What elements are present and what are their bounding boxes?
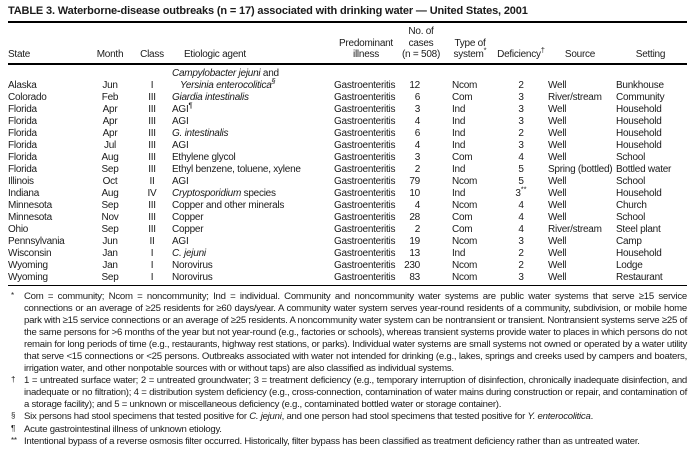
cell-setting: Bottled water: [616, 163, 672, 175]
cell-month: Sep: [101, 199, 119, 211]
cell-month: Jun: [102, 235, 118, 247]
cell-agent: AGI: [172, 175, 189, 187]
footnote-marker: †: [11, 375, 16, 385]
cell-source: Well: [548, 247, 567, 259]
header-cell-source: Source: [546, 23, 614, 64]
cell-state: Indiana: [8, 187, 40, 199]
cell-cases: 79: [409, 175, 420, 187]
cell-source: River/stream: [548, 91, 602, 103]
cell-setting: Household: [616, 127, 662, 139]
footnote-marker: ¶: [11, 423, 16, 433]
cell-class: III: [148, 151, 156, 163]
cell-deficiency: 4: [518, 199, 524, 211]
cell-deficiency: 3: [518, 91, 524, 103]
cell-system: Ind: [452, 163, 466, 175]
table-body: [8, 64, 687, 286]
cell-class: III: [148, 103, 156, 115]
cell-state: Florida: [8, 115, 37, 127]
cell-state: Ohio: [8, 223, 29, 235]
cell-class: III: [148, 139, 156, 151]
cell-system: Ind: [452, 139, 466, 151]
cell-state: Florida: [8, 139, 37, 151]
table-header: [8, 23, 687, 64]
cell-cases: 12: [409, 79, 420, 91]
cell-agent: AGI: [172, 115, 189, 127]
header-cell-system: Type of system*: [444, 23, 496, 64]
footnote-marker: *: [11, 290, 14, 300]
table-row: [8, 104, 687, 116]
cell-agent: Cryptosporidium species: [172, 187, 276, 199]
cell-agent: Ethyl benzene, toluene, xylene: [172, 163, 301, 175]
cell-source: Well: [548, 211, 567, 223]
cell-system: Ncom: [452, 259, 478, 271]
table-row: [8, 272, 687, 286]
table-title: TABLE 3. Waterborne-disease outbreaks (n = 17) associated with drinking water — United States, 2001: [8, 4, 687, 23]
cell-cases: 3: [414, 103, 420, 115]
cell-deficiency: 3: [518, 115, 524, 127]
cell-setting: School: [616, 175, 646, 187]
cell-system: Ind: [452, 103, 466, 115]
cell-illness: Gastroenteritis: [334, 91, 396, 103]
cell-deficiency: 3: [518, 235, 524, 247]
cell-deficiency: 3: [518, 139, 524, 151]
cell-agent: AGI¶: [172, 100, 193, 115]
table-row: [8, 176, 687, 188]
cell-system: Ncom: [452, 235, 478, 247]
cell-source: Well: [548, 259, 567, 271]
table-row: [8, 188, 687, 200]
cell-illness: Gastroenteritis: [334, 272, 398, 286]
cell-state: Illinois: [8, 175, 34, 187]
cell-illness: Gastroenteritis: [334, 187, 396, 199]
cell-deficiency: 2: [518, 79, 524, 91]
cell-illness: Gastroenteritis: [334, 127, 396, 139]
cell-setting: Camp: [616, 235, 642, 247]
cell-source: Well: [548, 151, 567, 163]
cell-cases: 4: [414, 139, 420, 151]
cell-class: I: [132, 272, 172, 286]
cell-illness: Gastroenteritis: [334, 235, 396, 247]
cell-source: Well: [546, 272, 614, 286]
cell-illness: Gastroenteritis: [334, 199, 396, 211]
table-row: [8, 260, 687, 272]
cell-state: Wyoming: [8, 259, 48, 271]
cell-agent: Copper: [172, 211, 204, 223]
cell-agent: Ethylene glycol: [172, 151, 236, 163]
cell-month: Jan: [102, 259, 118, 271]
cell-state: Minnesota: [8, 199, 52, 211]
cell-illness: Gastroenteritis: [334, 163, 396, 175]
cell-setting: Church: [616, 199, 647, 211]
cell-state: Colorado: [8, 91, 47, 103]
cell-class: III: [148, 199, 156, 211]
cell-month: Apr: [102, 103, 118, 115]
table-row: [8, 248, 687, 260]
cell-setting: School: [616, 151, 646, 163]
cell-state: Florida: [8, 103, 37, 115]
footnote-marker: §: [11, 411, 16, 421]
cell-system: Ncom: [452, 175, 478, 187]
cell-class: III: [148, 223, 156, 235]
cell-month: Apr: [102, 115, 118, 127]
cell-agent: C. jejuni: [172, 247, 206, 259]
header-cell-setting: Setting: [614, 23, 687, 64]
cell-system: Com: [452, 151, 473, 163]
footnote: * Com = community; Ncom = noncommunity; Ind = individual. Community and noncommunity water systems are public water systems that serve ≥15 service connections or an average of ≥25 residents for ≥60 days/year. A community water system serves year-round residents of a community, subdivision, or mobile home park with ≥15 service connections or an average of ≥25 residents. A noncommunity water system can be nontransient or transient. Nontransient systems serve ≥25 of the same persons for >6 months of the year but not year-round (e.g., factories or schools), whereas transient systems provide water to places in which persons do not remain for long periods of time (e.g., restaurants, highway rest stations, or parks). Individual water systems are small systems not owned or operated by a water utility that serve <15 connections or <25 persons. Outbreaks associated with water not intended for drinking (e.g., lakes, springs and creeks used by campers and boaters, irrigation water, and other nonpotable sources with or without taps) are also classified as individual systems.: [11, 290, 687, 375]
cell-source: Well: [548, 79, 567, 91]
cell-source: Well: [548, 115, 567, 127]
cell-cases: 4: [414, 199, 420, 211]
cell-agent: Norovirus: [172, 272, 334, 286]
cell-agent: G. intestinalis: [172, 127, 229, 139]
cell-month: Nov: [101, 211, 119, 223]
cell-system: Com: [452, 91, 473, 103]
footnote-marker: **: [11, 435, 17, 445]
cell-deficiency: 2: [518, 247, 524, 259]
cell-state: Wyoming: [8, 272, 88, 286]
table-row: [8, 64, 687, 92]
cell-deficiency: 4: [518, 151, 524, 163]
table-row: [8, 92, 687, 104]
cell-source: Well: [548, 235, 567, 247]
cell-illness: Gastroenteritis: [334, 115, 396, 127]
cell-month: Apr: [102, 127, 118, 139]
cell-month: Feb: [101, 91, 119, 103]
cell-cases: 6: [414, 127, 420, 139]
cell-deficiency: 2: [518, 127, 524, 139]
cell-system: Ind: [452, 115, 466, 127]
cell-state: Minnesota: [8, 211, 52, 223]
cell-cases: 28: [409, 211, 420, 223]
cell-deficiency: 4: [518, 211, 524, 223]
table-row: [8, 140, 687, 152]
cell-cases: 6: [414, 91, 420, 103]
cell-class: II: [149, 235, 155, 247]
cell-system: Ind: [452, 127, 466, 139]
cell-class: I: [150, 247, 154, 259]
cell-system: Ind: [452, 187, 466, 199]
cell-cases: 3: [414, 151, 420, 163]
cell-class: II: [149, 175, 155, 187]
cell-cases: 230: [404, 259, 420, 271]
cell-class: III: [148, 163, 156, 175]
cell-source: Well: [548, 175, 567, 187]
cell-setting: School: [616, 211, 646, 223]
cell-deficiency: 2: [518, 259, 524, 271]
cell-system: Com: [452, 223, 473, 235]
cell-class: IV: [147, 187, 157, 199]
cell-system: Com: [452, 211, 473, 223]
cell-class: III: [148, 127, 156, 139]
cell-month: Sep: [101, 163, 119, 175]
cell-setting: Community: [616, 91, 665, 103]
cell-state: Wisconsin: [8, 247, 52, 259]
cell-class: I: [150, 79, 154, 91]
cell-illness: Gastroenteritis: [334, 247, 396, 259]
cell-illness: Gastroenteritis: [334, 259, 396, 271]
cell-illness: Gastroenteritis: [334, 103, 396, 115]
cell-illness: Gastroenteritis: [334, 79, 396, 91]
cell-illness: Gastroenteritis: [334, 151, 396, 163]
cell-agent: Norovirus: [172, 259, 213, 271]
cell-agent: Campylobacter jejuni and Yersinia enterocolitica§: [172, 67, 279, 91]
cell-agent: AGI: [172, 139, 189, 151]
cell-cases: 19: [409, 235, 420, 247]
cell-cases: 4: [414, 115, 420, 127]
cell-month: Sep: [88, 272, 132, 286]
cell-setting: Restaurant: [614, 272, 687, 286]
cell-deficiency: 3: [496, 272, 546, 286]
cell-agent: AGI: [172, 235, 189, 247]
cell-cases: 2: [414, 223, 420, 235]
cell-system: Ncom: [452, 79, 478, 91]
cell-state: Alaska: [8, 79, 37, 91]
table-row: [8, 164, 687, 176]
cell-cases: 83: [398, 272, 444, 286]
cell-agent: Copper: [172, 223, 204, 235]
outbreaks-table: [8, 23, 687, 286]
cell-class: III: [148, 91, 156, 103]
header-cell-illness: Predominant illness: [334, 23, 398, 64]
table-row: [8, 236, 687, 248]
table-row: [8, 128, 687, 140]
cell-class: III: [148, 115, 156, 127]
cell-setting: Steel plant: [616, 223, 661, 235]
cell-setting: Household: [616, 115, 662, 127]
cell-month: Sep: [101, 223, 119, 235]
cell-month: Oct: [102, 175, 118, 187]
cell-setting: Household: [616, 247, 662, 259]
cell-class: I: [150, 259, 154, 271]
cell-source: Well: [548, 199, 567, 211]
cell-source: Well: [548, 103, 567, 115]
cell-class: III: [148, 211, 156, 223]
footnote: ¶ Acute gastrointestinal illness of unknown etiology.: [11, 423, 222, 435]
cell-source: Well: [548, 139, 567, 151]
table-row: [8, 152, 687, 164]
cell-deficiency: 5: [518, 163, 524, 175]
cell-agent: Copper and other minerals: [172, 199, 285, 211]
cell-illness: Gastroenteritis: [334, 175, 396, 187]
footnote: ** Intentional bypass of a reverse osmosis filter occurred. Historically, filter bypass has been classified as treatment deficiency rather than as untreated water.: [11, 435, 640, 447]
table-row: [8, 224, 687, 236]
cell-source: Well: [548, 127, 567, 139]
cell-deficiency: 5: [518, 175, 524, 187]
table-row: [8, 200, 687, 212]
cell-source: Well: [548, 187, 567, 199]
cell-system: Ncom: [452, 199, 478, 211]
footnote: § Six persons had stool specimens that tested positive for C. jejuni, and one person had stool specimens that tested positive for Y. enterocolitica.: [11, 411, 593, 423]
cell-source: Spring (bottled): [548, 163, 613, 175]
cell-setting: Household: [616, 139, 662, 151]
cell-agent: Giardia intestinalis: [172, 91, 249, 103]
cell-state: Florida: [8, 163, 37, 175]
cell-setting: Household: [616, 187, 662, 199]
cell-system: Ncom: [444, 272, 496, 286]
cell-setting: Household: [616, 103, 662, 115]
header-cell-agent: Etiologic agent: [172, 23, 334, 64]
header-cell-state: State: [8, 23, 88, 64]
cell-illness: Gastroenteritis: [334, 211, 396, 223]
cell-source: River/stream: [548, 223, 602, 235]
header-cell-class: Class: [132, 23, 172, 64]
cell-month: Aug: [101, 187, 119, 199]
header-cell-deficiency: Deficiency†: [496, 23, 546, 64]
cell-deficiency: 4: [518, 223, 524, 235]
header-cell-month: Month: [88, 23, 132, 64]
cell-cases: 10: [409, 187, 420, 199]
cell-setting: Lodge: [616, 259, 643, 271]
cell-illness: Gastroenteritis: [334, 139, 396, 151]
header-cell-cases: No. of cases (n = 508): [398, 23, 444, 64]
cell-month: Jul: [103, 139, 117, 151]
cell-cases: 13: [409, 247, 420, 259]
footnote: † 1 = untreated surface water; 2 = untreated groundwater; 3 = treatment deficiency (e.g., temporary interruption of disinfection, chronically inadequate disinfection, and inadequate or no filtration); 4 = distribution system deficiency (e.g., cross-connection, contamination of water mains during construction or repair, and contamination of a storage facility); and 5 = unknown or miscellaneous deficiency (e.g., contaminated bottled water or storage container).: [11, 375, 687, 411]
cell-setting: Bunkhouse: [616, 79, 664, 91]
cell-deficiency: 3: [518, 103, 524, 115]
cell-cases: 2: [414, 163, 420, 175]
header-row: [8, 23, 687, 64]
cell-illness: Gastroenteritis: [334, 223, 396, 235]
cell-month: Jan: [102, 247, 118, 259]
cell-month: Jun: [102, 79, 118, 91]
cell-state: Florida: [8, 127, 37, 139]
cell-state: Florida: [8, 151, 37, 163]
footnotes: [8, 291, 687, 448]
table-row: [8, 212, 687, 224]
cell-month: Aug: [101, 151, 119, 163]
cell-state: Pennsylvania: [8, 235, 65, 247]
cell-deficiency: 3**: [515, 184, 527, 199]
cell-system: Ind: [452, 247, 466, 259]
table-row: [8, 116, 687, 128]
